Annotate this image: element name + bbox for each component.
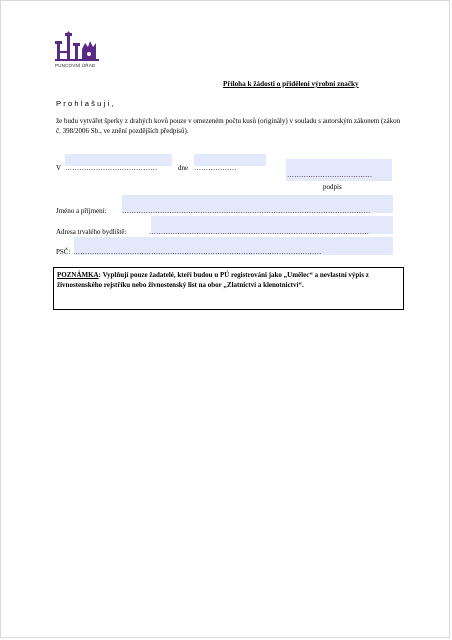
address-dots: ………………………………………………………………………………… <box>149 228 370 236</box>
puncovni-urad-logo <box>55 31 99 73</box>
note-text: : Vyplňují pouze žadatelé, kteří budou u PÚ registrováni jako „Umělec“ a nevlastní výpis z živnostenského rejstříku nebo živnostenský list na obor „Zlatnictví a klenotnictví“. <box>57 271 369 289</box>
name-label: Jméno a příjmení: <box>56 207 107 215</box>
page-title: Příloha k žádosti o přidělení výrobní značky <box>223 80 359 88</box>
declaration-text: že budu vytvářet šperky z drahých kovů pouze v omezeném počtu kusů (originály) v souladu s autorským zákonem (zákon č. 398/2006 Sb., ve znění pozdějších předpisů). <box>56 117 401 135</box>
address-label: Adresa trvalého bydliště: <box>56 228 127 236</box>
place-dots: ………………………………… <box>65 164 158 172</box>
signature-dots: ……………………………… <box>287 171 373 179</box>
castle-logo-icon <box>55 31 99 63</box>
note-label: POZNÁMKA <box>57 271 99 279</box>
signature-label: podpis <box>323 183 342 191</box>
declaration-heading: Prohlašuji, <box>56 99 116 108</box>
zip-label: PSČ: <box>56 248 71 256</box>
zip-dots: …………………………………………………………………………………………… <box>73 248 322 256</box>
date-label: dne <box>178 164 189 172</box>
note-box <box>53 267 404 310</box>
date-dots: ……………… <box>194 164 237 172</box>
name-dots: …………………………………………………………………………………………… <box>122 207 371 215</box>
place-prefix-label: V <box>56 164 62 172</box>
logo-caption: PUNCOVNÍ ÚŘAD <box>55 63 96 68</box>
